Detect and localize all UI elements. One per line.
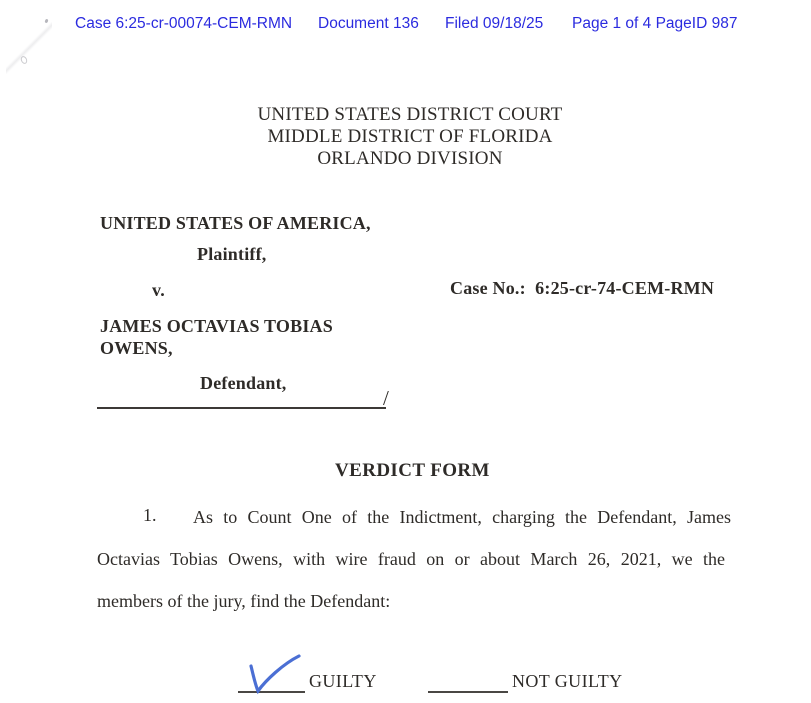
case-number: Case No.: 6:25-cr-74-CEM-RMN — [450, 278, 715, 298]
stamp-page-info: Page 1 of 4 PageID 987 — [572, 15, 738, 32]
guilty-label: GUILTY — [309, 671, 377, 691]
paragraph-line-1: As to Count One of the Indictment, charging the Defendant, James — [193, 507, 731, 527]
paragraph-item-number: 1. — [143, 505, 157, 525]
scan-streak — [6, 22, 52, 74]
plaintiff-role: Plaintiff, — [197, 244, 267, 264]
paragraph-line-3: members of the jury, find the Defendant: — [97, 591, 391, 611]
court-district: MIDDLE DISTRICT OF FLORIDA — [267, 126, 553, 147]
guilty-checkmark-icon — [243, 653, 305, 699]
versus-label: v. — [152, 280, 165, 300]
defendant-name-line1: JAMES OCTAVIAS TOBIAS — [100, 316, 333, 336]
defendant-name-line2: OWENS, — [100, 338, 173, 358]
stamp-document-number: Document 136 — [318, 15, 419, 32]
not-guilty-label: NOT GUILTY — [512, 671, 623, 691]
not-guilty-blank-line — [428, 691, 508, 693]
caption-terminator-slash: / — [383, 386, 389, 410]
court-heading — [170, 104, 650, 170]
caption-rule — [97, 389, 386, 409]
defendant-role: Defendant, — [200, 373, 287, 393]
paragraph-line-2: Octavias Tobias Owens, with wire fraud on or about March 26, 2021, we the — [97, 549, 725, 569]
court-name: UNITED STATES DISTRICT COURT — [257, 104, 563, 125]
stamp-case-number: Case 6:25-cr-00074-CEM-RMN — [75, 15, 293, 32]
verdict-form-title: VERDICT FORM — [335, 460, 490, 481]
court-division: ORLANDO DIVISION — [317, 148, 503, 169]
stamp-filed-date: Filed 09/18/25 — [445, 15, 544, 32]
plaintiff-name: UNITED STATES OF AMERICA, — [100, 213, 371, 233]
